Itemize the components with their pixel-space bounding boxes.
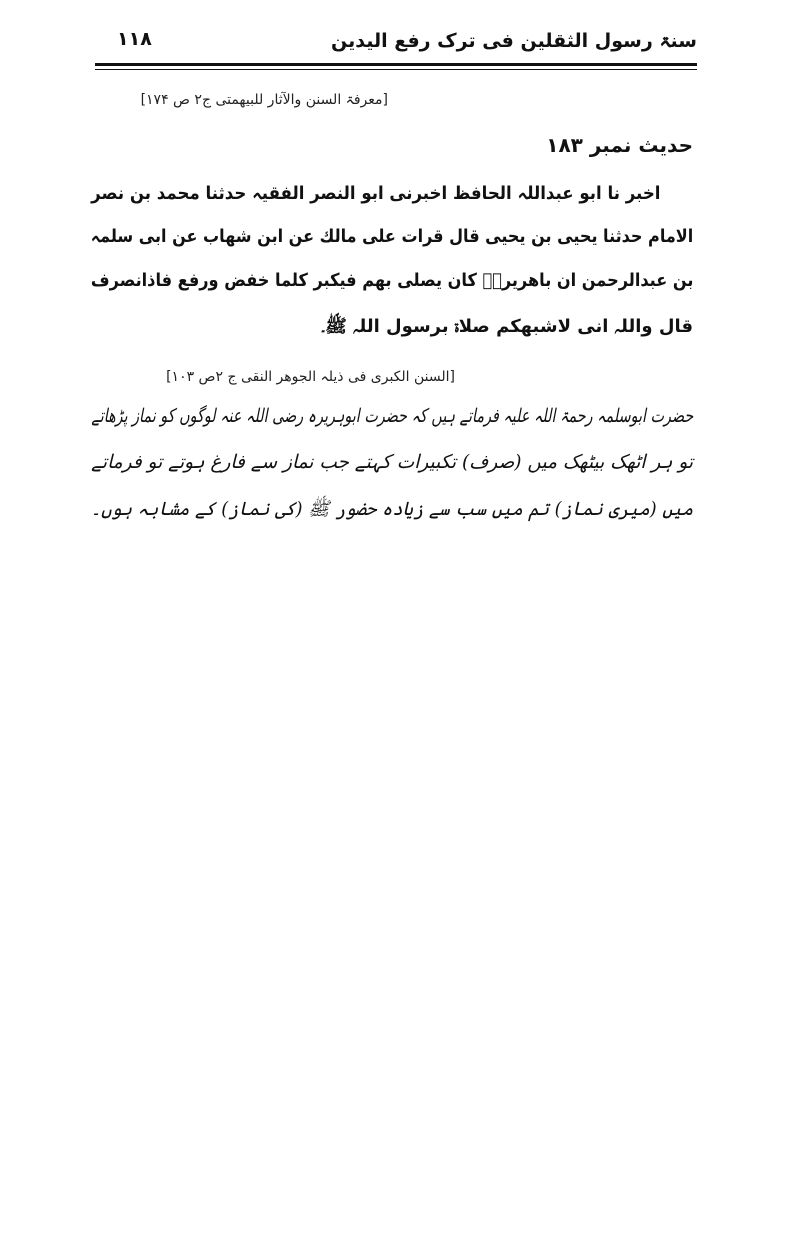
urdu-translation-line: تو ہر اٹھک بیٹھک میں (صرف) تکبیرات کہتے جب نماز سے فارغ ہوتے تو فرماتے <box>90 451 693 473</box>
urdu-translation-line: حضرت ابوسلمہ رحمۃ اللہ علیہ فرماتے ہیں کہ حضرت ابوہریرہ رضی اللہ عنہ لوگوں کو نماز پڑھاتے <box>91 405 693 427</box>
arabic-text-line: قال واللہ انی لاشبھکم صلاۃ برسول اللہ ﷺ۔ <box>321 316 693 337</box>
urdu-translation-line: میں (میری نماز) تم میں سب سے زیادہ حضور ﷺ (کی نماز) کے مشابہ ہوں۔ <box>90 498 693 520</box>
header-rule-thin <box>95 69 697 70</box>
running-title: سنۃ رسول الثقلین فی ترک رفع الیدین <box>330 30 697 52</box>
arabic-text-line: الامام حدثنا یحیی بن یحیی قال قرات علی مالك عن ابن شھاب عن ابی سلمہ <box>90 226 693 247</box>
hadith-number-heading: حدیث نمبر ۱۸۳ <box>546 133 693 157</box>
header-rule-thick <box>95 63 697 66</box>
reference-citation-bottom: [السنن الکبری فی ذیلہ الجوھر النقی ج ۲ص ۱۰۳] <box>166 369 455 385</box>
arabic-text-line: اخبر نا ابو عبداللہ الحافظ اخبرنی ابو النصر الفقیہ حدثنا محمد بن نصر <box>90 183 660 204</box>
page-header <box>95 26 697 62</box>
reference-citation-top: [معرفۃ السنن والآثار للبیھمتی ج۲ ص ۱۷۴] <box>140 92 388 108</box>
page-number: ١١٨ <box>117 28 152 50</box>
arabic-text-line: بن عبدالرحمن ان باھریرۃؓ کان یصلی بھم فیکبر کلما خفض ورفع فاذانصرف <box>90 270 693 291</box>
